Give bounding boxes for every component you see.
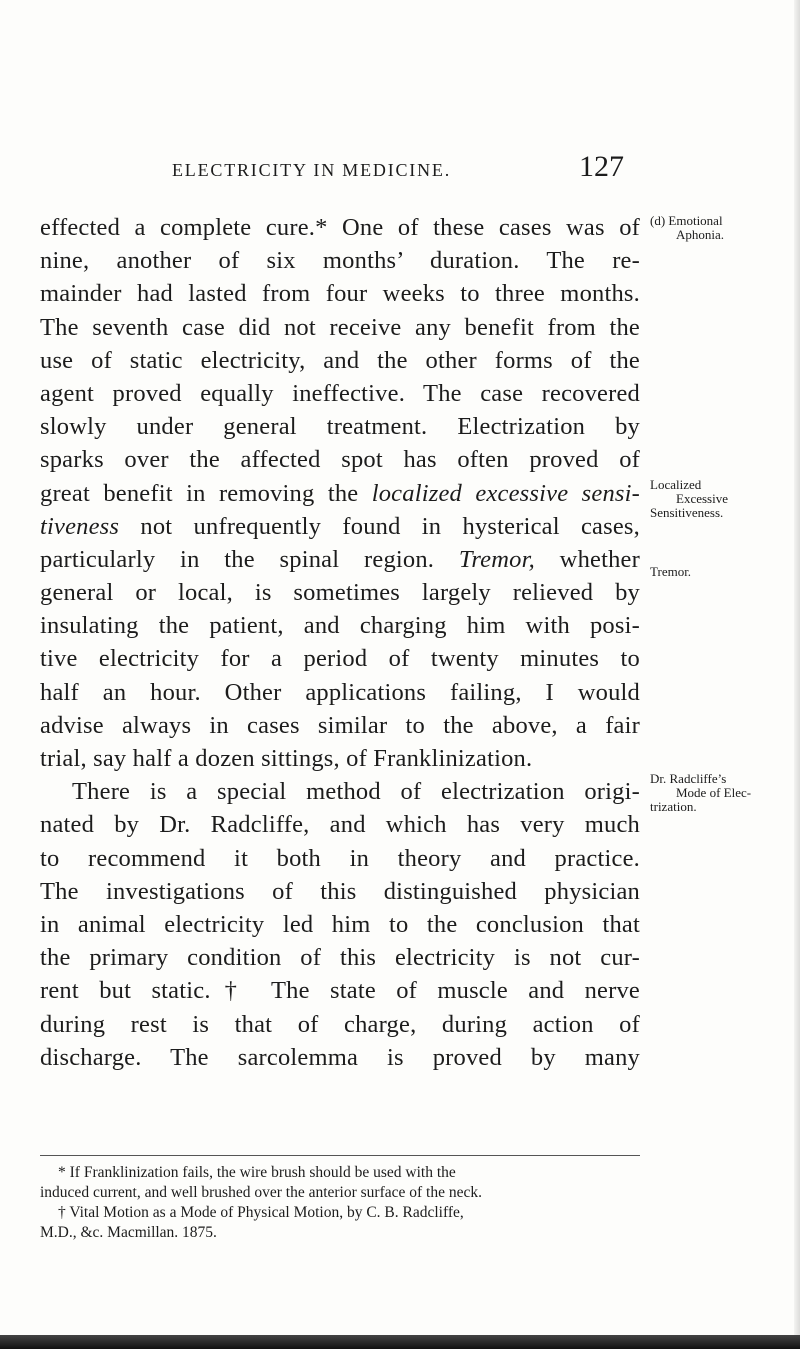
footnote-line: * If Franklinization fails, the wire brush should be used with the <box>58 1164 456 1181</box>
italic-phrase: localized excessive sensi- <box>371 479 640 507</box>
margin-note-aphonia <box>650 214 724 242</box>
text-line: use of static electricity, and the other forms of the <box>40 346 640 374</box>
margin-note-line: Sensitiveness. <box>650 505 724 520</box>
text-line <box>40 477 640 510</box>
text-line: The seventh case did not receive any benefit from the <box>40 313 640 341</box>
footnote-line: M.D., &c. Macmillan. 1875. <box>40 1224 217 1241</box>
running-head: ELECTRICITY IN MEDICINE. <box>172 160 451 180</box>
text-line: sparks over the affected spot has often proved of <box>40 446 640 474</box>
italic-phrase: tiveness <box>40 512 120 540</box>
text-line: nated by Dr. Radcliffe, and which has very much <box>40 811 640 839</box>
page-edge-bottom <box>0 1335 800 1349</box>
footnote-divider <box>40 1155 640 1156</box>
text-line: advise always in cases similar to the above, a fair <box>40 711 640 739</box>
text-span: not unfrequently found in hysterical cases, <box>119 512 640 540</box>
text-line: discharge. The sarcolemma is proved by many <box>40 1043 640 1071</box>
text-line: rent but static.† The state of muscle and nerve <box>40 977 640 1005</box>
text-line: half an hour. Other applications failing, I would <box>40 678 640 706</box>
text-line: slowly under general treatment. Electrization by <box>40 413 640 441</box>
text-line: general or local, is sometimes largely relieved by <box>40 579 640 607</box>
margin-note-line: Excessive <box>676 491 728 506</box>
margin-note-line: Tremor. <box>650 564 692 579</box>
text-line: tive electricity for a period of twenty minutes to <box>40 645 640 673</box>
text-line: The investigations of this distinguished physician <box>40 877 640 905</box>
margin-note-radcliffe <box>650 772 751 814</box>
text-line: the primary condition of this electricity is not cur- <box>40 944 640 972</box>
text-span: great benefit in removing the <box>40 479 372 507</box>
text-line: to recommend it both in theory and practice. <box>40 844 640 872</box>
margin-note-line: Localized <box>650 477 702 492</box>
margin-note-line: Mode of Elec- <box>676 785 752 800</box>
text-line: effected a complete cure.* One of these cases was of <box>40 214 640 241</box>
page-number: 127 <box>579 150 624 183</box>
text-line: in animal electricity led him to the conclusion that <box>40 910 640 938</box>
text-line: during rest is that of charge, during action of <box>40 1010 640 1038</box>
text-line: trial, say half a dozen sittings, of Franklinization. <box>40 745 533 772</box>
margin-note-sensitiveness <box>650 478 728 520</box>
text-line: There is a special method of electrization origi- <box>72 778 640 806</box>
text-line: agent proved equally ineffective. The case recovered <box>40 379 640 407</box>
text-span: particularly in the spinal region. <box>40 545 459 573</box>
text-line <box>40 543 640 576</box>
italic-phrase: Tremor, <box>458 545 535 573</box>
margin-note-line: Dr. Radcliffe’s <box>650 771 727 786</box>
footnote-line: induced current, and well brushed over the anterior surface of the neck. <box>40 1184 482 1201</box>
text-line: insulating the patient, and charging him with posi- <box>40 612 640 640</box>
body-text <box>40 211 640 1074</box>
text-span: whether <box>534 545 640 573</box>
text-line <box>40 510 640 543</box>
page-header <box>172 150 624 190</box>
footnote-line: † Vital Motion as a Mode of Physical Motion, by C. B. Radcliffe, <box>58 1204 464 1221</box>
margin-note-tremor <box>650 565 691 579</box>
page-edge-shadow <box>794 0 800 1349</box>
text-line: mainder had lasted from four weeks to three months. <box>40 280 640 308</box>
margin-note-line: (d) Emotional <box>650 213 723 228</box>
footnotes <box>40 1163 640 1243</box>
margin-note-line: Aphonia. <box>676 227 725 242</box>
margin-note-line: trization. <box>650 799 697 814</box>
text-line: nine, another of six months’ duration. The re- <box>40 247 640 275</box>
